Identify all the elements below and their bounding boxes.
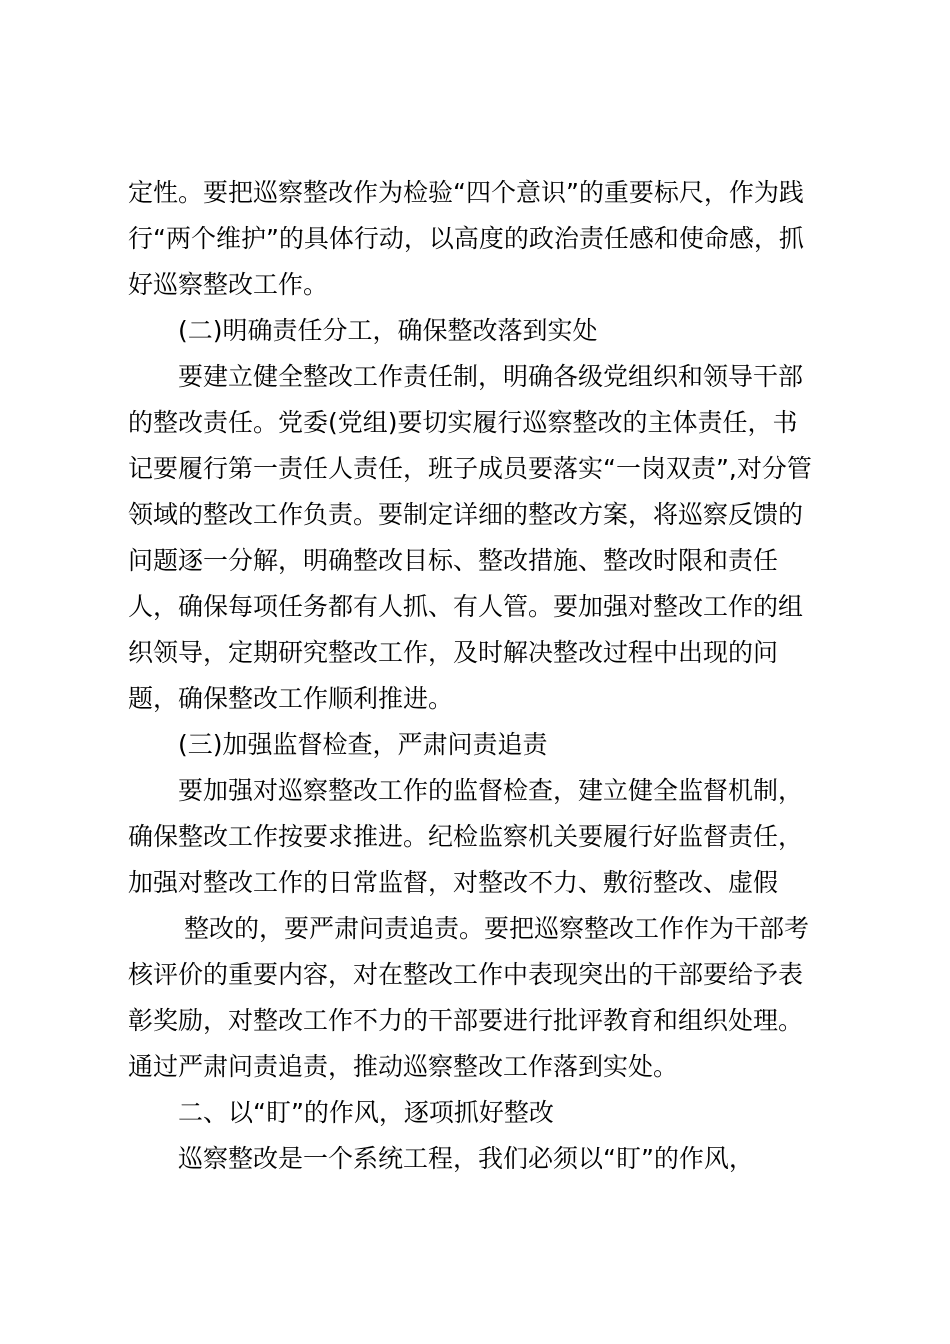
body-line: 领域的整改工作负责。要制定详细的整改方案，将巡察反馈的 (128, 500, 804, 529)
body-line: 彰奖励，对整改工作不力的干部要进行批评教育和组织处理。 (128, 1006, 804, 1035)
section-heading: (三)加强监督检查，严肃问责追责 (178, 730, 548, 759)
body-line: 行“两个维护”的具体行动，以高度的政治责任感和使命感，抓 (128, 224, 804, 253)
body-line: 记要履行第一责任人责任，班子成员要落实“一岗双责”,对分管 (128, 454, 812, 483)
body-line: 人，确保每项任务都有人抓、有人管。要加强对整改工作的组 (128, 592, 804, 621)
body-line: 织领导，定期研究整改工作，及时解决整改过程中出现的问 (128, 638, 779, 667)
body-line: 核评价的重要内容，对在整改工作中表现突出的干部要给予表 (128, 960, 804, 989)
body-line: 要建立健全整改工作责任制，明确各级党组织和领导干部 (178, 362, 804, 391)
section-heading: (二)明确责任分工，确保整改落到实处 (178, 316, 598, 345)
body-line: 通过严肃问责追责，推动巡察整改工作落到实处。 (128, 1052, 679, 1081)
body-line: 整改的，要严肃问责追责。要把巡察整改工作作为干部考 (184, 914, 810, 943)
body-line: 的整改责任。党委(党组)要切实履行巡察整改的主体责任，书 (128, 408, 798, 437)
section-heading: 二、以“盯”的作风，逐项抓好整改 (178, 1098, 554, 1127)
document-body (128, 170, 838, 1182)
body-line: 定性。要把巡察整改作为检验“四个意识”的重要标尺，作为践 (128, 178, 804, 207)
body-line: 巡察整改是一个系统工程，我们必须以“盯”的作风， (178, 1144, 754, 1173)
body-line: 好巡察整改工作。 (128, 270, 329, 299)
body-line: 题，确保整改工作顺利推进。 (128, 684, 454, 713)
body-line: 问题逐一分解，明确整改目标、整改措施、整改时限和责任 (128, 546, 779, 575)
body-line: 要加强对巡察整改工作的监督检查，建立健全监督机制， (178, 776, 804, 805)
body-line: 加强对整改工作的日常监督，对整改不力、敷衍整改、虚假 (128, 868, 779, 897)
body-line: 确保整改工作按要求推进。纪检监察机关要履行好监督责任， (128, 822, 804, 851)
